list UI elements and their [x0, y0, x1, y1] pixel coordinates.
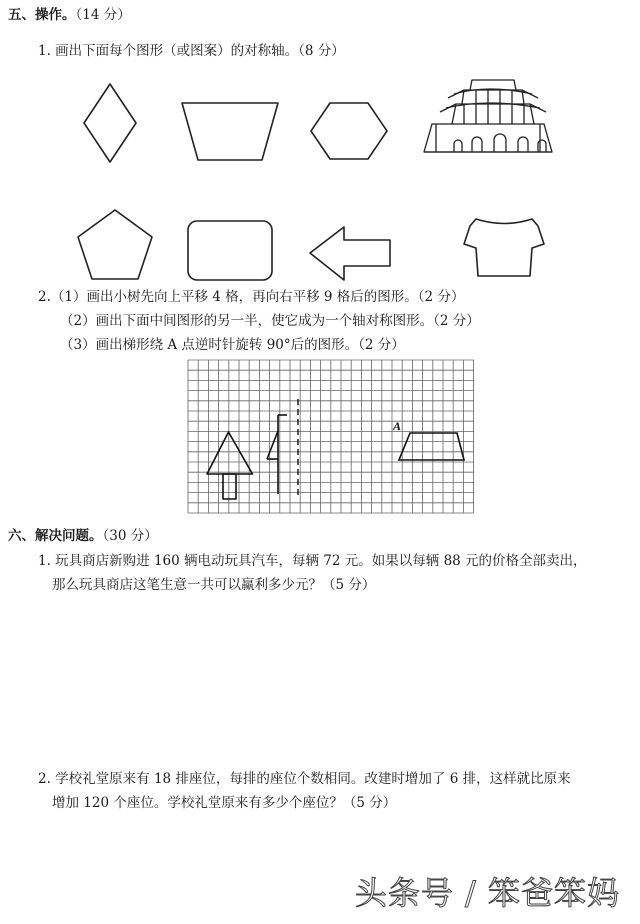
- arrow-figure: [310, 227, 390, 280]
- section6-q2-line1: 2. 学校礼堂原来有 18 排座位，每排的座位个数相同。改建时增加了 6 排，这样就比原来: [38, 771, 571, 787]
- section6-q2-line2: 增加 120 个座位。学校礼堂原来有多少个座位？（5 分）: [52, 795, 397, 811]
- section5-q2-part1: 2.（1）画出小树先向上平移 4 格，再向右平移 9 格后的图形。（2 分）: [38, 289, 465, 305]
- rounded-rectangle-figure: [188, 221, 272, 280]
- tree-figure: [207, 432, 253, 499]
- section6-q1-line2: 那么玩具商店这笔生意一共可以赢利多少元？（5 分）: [52, 577, 376, 593]
- shirt-figure: [464, 219, 544, 276]
- point-a-label: A: [393, 419, 402, 433]
- section5-title: 五、操作。: [8, 7, 76, 23]
- half-figure: [267, 399, 298, 499]
- trapezoid-grid-figure: [399, 433, 464, 460]
- section5-q1: 1. 画出下面每个图形（或图案）的对称轴。（8 分）: [38, 43, 345, 59]
- section5-q2-part2: （2）画出下面中间图形的另一半，使它成为一个轴对称图形。（2 分）: [60, 313, 480, 329]
- section6-heading: [8, 527, 158, 545]
- watermark-text: 头条号 / 笨爸笨妈: [354, 874, 620, 912]
- section5-points: （14 分）: [75, 7, 131, 23]
- section6-points: （30 分）: [102, 528, 158, 544]
- symmetry-figures-row2: [0, 0, 640, 300]
- section6-q1-line1: 1. 玩具商店新购进 160 辆电动玩具汽车，每辆 72 元。如果以每辆 88 元的价格全部卖出，: [38, 553, 587, 569]
- pentagon-figure: [78, 210, 152, 279]
- square-grid: [187, 359, 487, 519]
- section6-title: 六、解决问题。: [8, 528, 103, 544]
- section5-q2-part3: （3）画出梯形绕 A 点逆时针旋转 90°后的图形。（2 分）: [60, 337, 405, 353]
